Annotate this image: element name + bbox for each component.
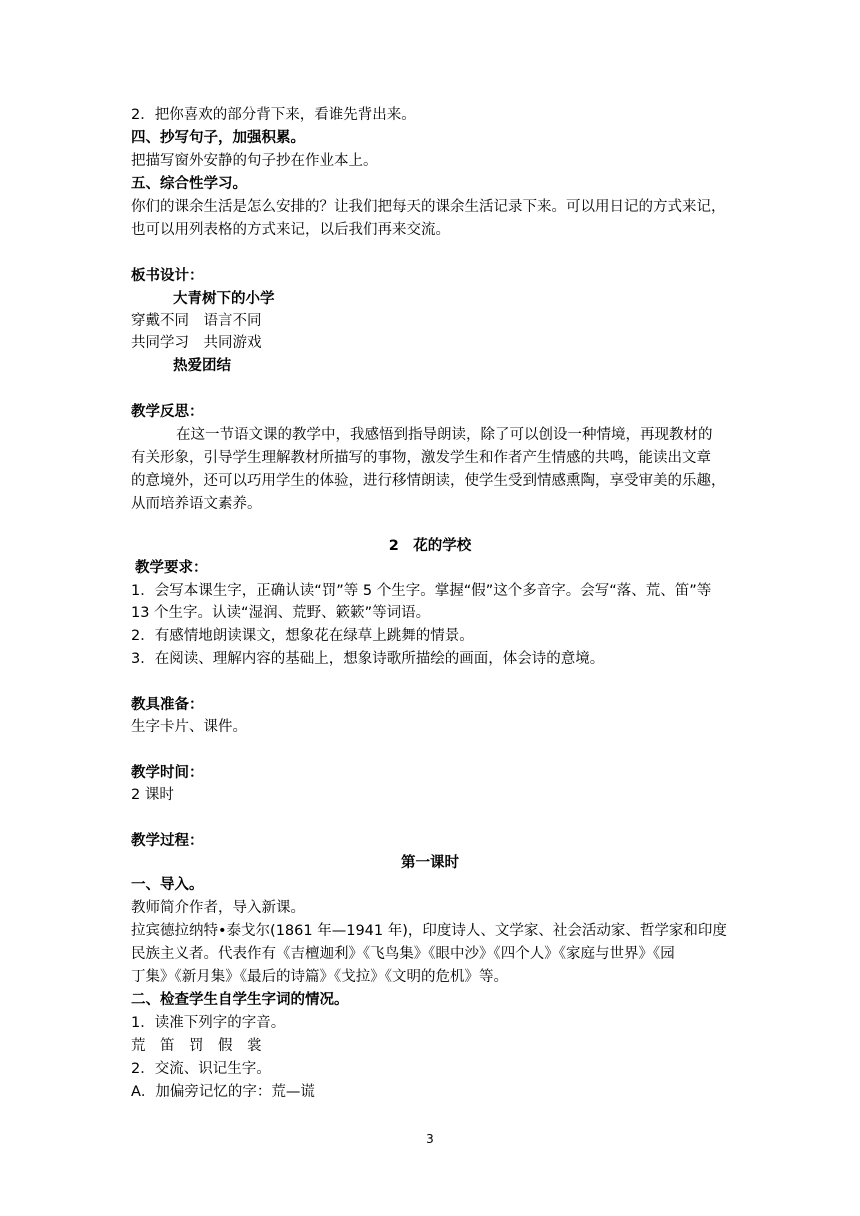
text-line: A．加偏旁记忆的字：荒—谎 xyxy=(131,1084,315,1100)
section-heading: 四、抄写句子，加强积累。 xyxy=(131,130,305,146)
section-heading: 教具准备： xyxy=(131,697,204,713)
section-heading: 教学反思： xyxy=(131,404,204,420)
text-line: 2．把你喜欢的部分背下来，看谁先背出来。 xyxy=(131,107,416,123)
text-line: 3．在阅读、理解内容的基础上，想象诗歌所描绘的画面，体会诗的意境。 xyxy=(131,651,605,667)
text-line: 你们的课余生活是怎么安排的？让我们把每天的课余生活记录下来。可以用日记的方式来记， xyxy=(131,199,726,215)
text-line: 2．有感情地朗读课文，想象花在绿草上跳舞的情景。 xyxy=(131,628,474,644)
section-heading: 一、导入。 xyxy=(131,877,204,893)
section-heading: 二、检查学生自学生字词的情况。 xyxy=(131,992,349,1008)
section-heading: 教学时间： xyxy=(131,765,204,781)
section-heading: 教学过程： xyxy=(131,833,204,849)
text-line: 教师简介作者，导入新课。 xyxy=(131,900,305,916)
text-line: 1．会写本课生字，正确认读“罚”等 5 个生字。掌握“假”这个多音字。会写“落、荒、笛”等 xyxy=(131,583,712,599)
text-line: 13 个生字。认读“湿润、荒野、簌簌”等词语。 xyxy=(131,605,431,621)
text-line: 生字卡片、课件。 xyxy=(131,719,247,735)
board-title: 大青树下的小学 xyxy=(173,291,275,307)
section-heading: 五、综合性学习。 xyxy=(131,176,247,192)
text-line: 穿戴不同 语言不同 xyxy=(131,313,262,329)
board-summary: 热爱团结 xyxy=(173,358,231,374)
text-line: 在这一节语文课的教学中，我感悟到指导朗读，除了可以创设一种情境，再现教材的 xyxy=(176,427,713,443)
section-heading: 教学要求： xyxy=(135,560,208,576)
text-line: 丁集》《新月集》《最后的诗篇》《戈拉》《文明的危机》等。 xyxy=(131,969,508,985)
text-line: 有关形象，引导学生理解教材所描写的事物，激发学生和作者产生情感的共鸣，能读出文章 xyxy=(131,450,711,466)
text-line: 荒 笛 罚 假 裳 xyxy=(131,1038,262,1054)
text-line: 共同学习 共同游戏 xyxy=(131,335,262,351)
page-number: 3 xyxy=(426,1132,434,1146)
text-line: 2．交流、识记生字。 xyxy=(131,1061,271,1077)
text-line: 拉宾德拉纳特•泰戈尔(1861 年—1941 年)，印度诗人、文学家、社会活动家、哲学家和印度 xyxy=(131,923,727,939)
period-title: 第一课时 xyxy=(401,855,459,871)
text-line: 从而培养语文素养。 xyxy=(131,496,262,512)
text-line: 也可以用列表格的方式来记，以后我们再来交流。 xyxy=(131,222,450,238)
text-line: 1．读准下列字的字音。 xyxy=(131,1015,286,1031)
text-line: 的意境外，还可以巧用学生的体验，进行移情朗读，使学生受到情感熏陶，享受审美的乐趣， xyxy=(131,473,726,489)
section-heading: 板书设计： xyxy=(131,268,204,284)
text-line: 2 课时 xyxy=(131,787,174,803)
text-line: 民族主义者。代表作有《吉檀迦利》《飞鸟集》《眼中沙》《四个人》《家庭与世界》《园 xyxy=(131,946,675,962)
text-line: 把描写窗外安静的句子抄在作业本上。 xyxy=(131,153,378,169)
lesson-title: 2 花的学校 xyxy=(388,538,472,554)
